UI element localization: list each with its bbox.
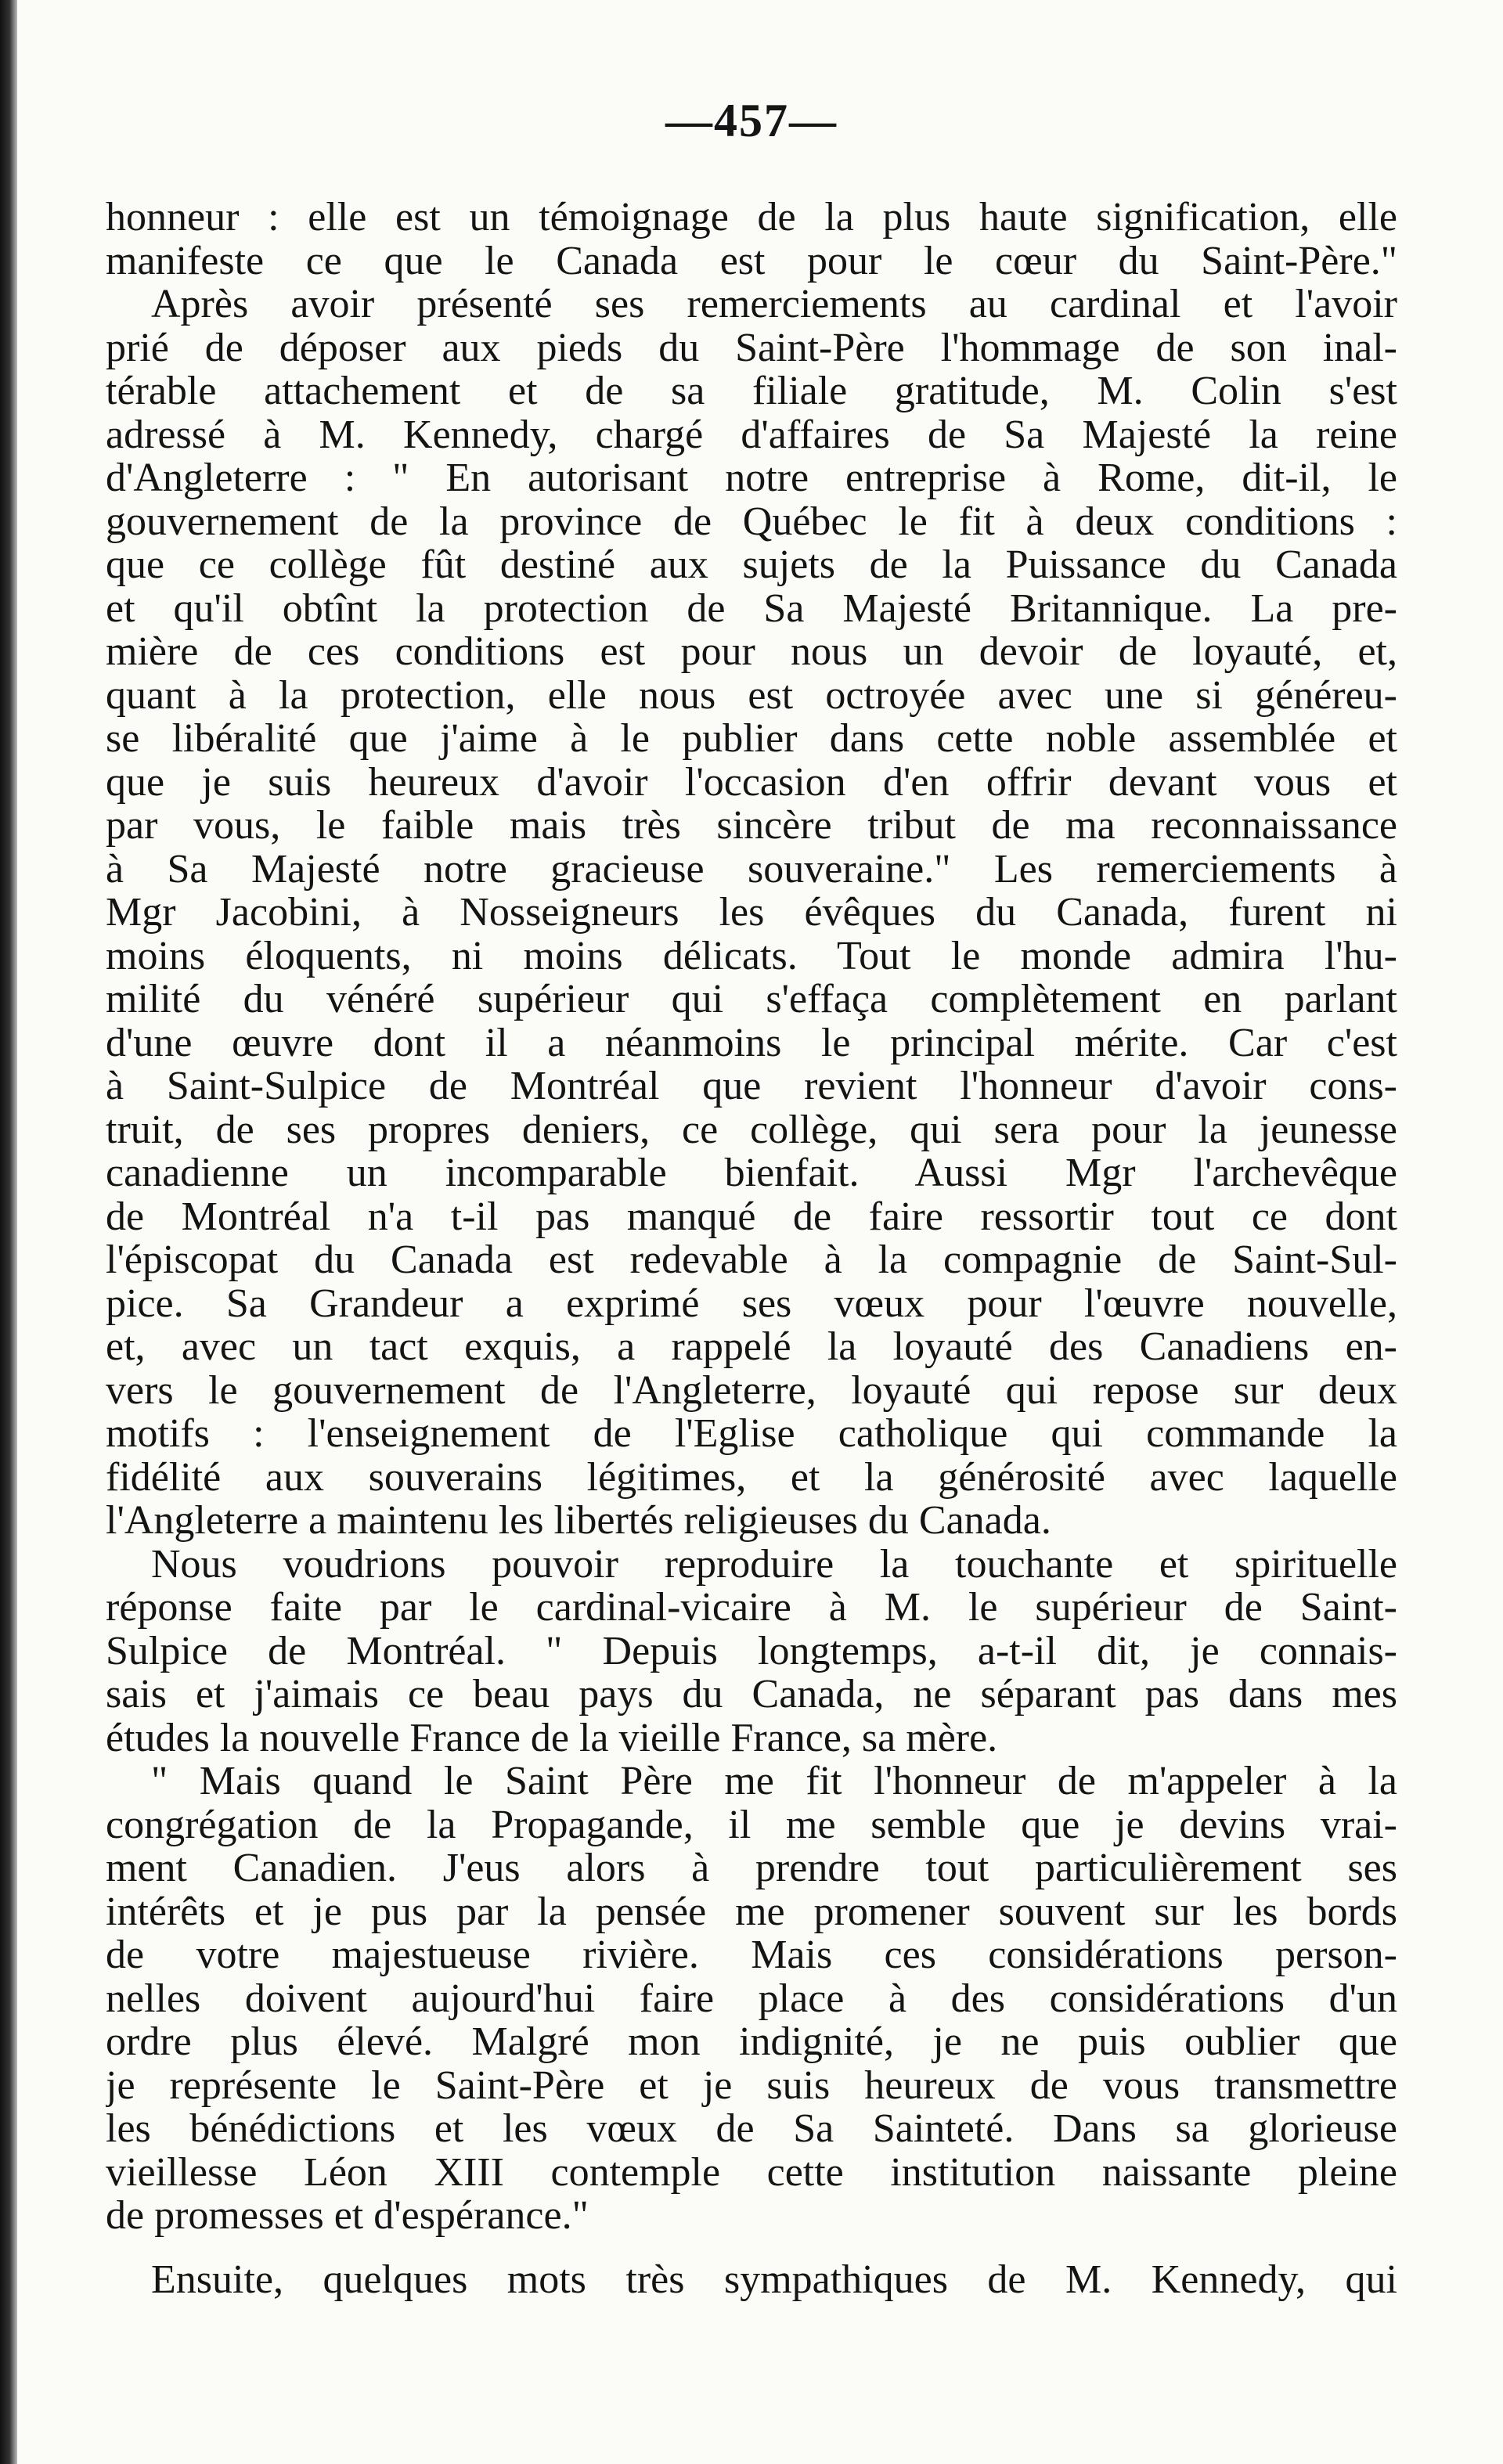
text-line: à Sa Majesté notre gracieuse souveraine." Les remerciements à (106, 847, 1397, 891)
text-line: gouvernement de la province de Québec le fit à deux conditions : (106, 499, 1397, 543)
text-line: nelles doivent aujourd'hui faire place à des considérations d'un (106, 1976, 1397, 2020)
text-line: térable attachement et de sa filiale gratitude, M. Colin s'est (106, 369, 1397, 413)
text-line: Mgr Jacobini, à Nosseigneurs les évêques du Canada, furent ni (106, 891, 1397, 935)
text-line: l'Angleterre a maintenu les libertés religieuses du Canada. (106, 1499, 1051, 1543)
text-line: de votre majestueuse rivière. Mais ces considérations person- (106, 1933, 1397, 1977)
text-line: prié de déposer aux pieds du Saint-Père l'hommage de son inal- (106, 326, 1397, 369)
text-line: Ensuite, quelques mots très sympathiques de M. Kennedy, qui (151, 2257, 1397, 2301)
text-line: congrégation de la Propagande, il me semble que je devins vrai- (106, 1803, 1397, 1846)
text-line: d'une œuvre dont il a néanmoins le principal mérite. Car c'est (106, 1021, 1397, 1064)
text-line: truit, de ses propres deniers, ce collège, qui sera pour la jeunesse (106, 1108, 1397, 1151)
text-line: manifeste ce que le Canada est pour le cœur du Saint-Père." (106, 239, 1397, 283)
text-line: vers le gouvernement de l'Angleterre, loyauté qui repose sur deux (106, 1368, 1397, 1412)
text-line: motifs : l'enseignement de l'Eglise catholique qui commande la (106, 1412, 1397, 1456)
text-line: milité du vénéré supérieur qui s'effaça complètement en parlant (106, 978, 1397, 1021)
text-line: ordre plus élevé. Malgré mon indignité, je ne puis oublier que (106, 2020, 1397, 2064)
text-line: que je suis heureux d'avoir l'occasion d'en offrir devant vous et (106, 760, 1397, 804)
text-line: mière de ces conditions est pour nous un devoir de loyauté, et, (106, 630, 1397, 674)
text-line: réponse faite par le cardinal-vicaire à M. le supérieur de Saint- (106, 1586, 1397, 1630)
text-line: je représente le Saint-Père et je suis heureux de vous transmettre (106, 2063, 1397, 2107)
page-number: —457— (665, 95, 838, 146)
text-line: à Saint-Sulpice de Montréal que revient l'honneur d'avoir cons- (106, 1064, 1397, 1108)
text-line: de promesses et d'espérance." (106, 2194, 589, 2238)
text-line: les bénédictions et les vœux de Sa Sainteté. Dans sa glorieuse (106, 2107, 1397, 2151)
text-line: pice. Sa Grandeur a exprimé ses vœux pour l'œuvre nouvelle, (106, 1281, 1397, 1325)
text-line: quant à la protection, elle nous est octroyée avec une si généreu- (106, 673, 1397, 717)
text-line: Après avoir présenté ses remerciements au cardinal et l'avoir (151, 283, 1397, 326)
text-line: adressé à M. Kennedy, chargé d'affaires de Sa Majesté la reine (106, 412, 1397, 456)
text-line: ment Canadien. J'eus alors à prendre tout particulièrement ses (106, 1846, 1397, 1890)
text-line: se libéralité que j'aime à le publier dans cette noble assemblée et (106, 717, 1397, 761)
text-line: de Montréal n'a t-il pas manqué de faire ressortir tout ce dont (106, 1194, 1397, 1238)
text-line: Sulpice de Montréal. " Depuis longtemps, a-t-il dit, je connais- (106, 1629, 1397, 1673)
text-line: intérêts et je pus par la pensée me promener souvent sur les bords (106, 1889, 1397, 1933)
text-line: Nous voudrions pouvoir reproduire la touchante et spirituelle (151, 1542, 1397, 1586)
text-line: l'épiscopat du Canada est redevable à la compagnie de Saint-Sul- (106, 1238, 1397, 1282)
text-line: études la nouvelle France de la vieille France, sa mère. (106, 1716, 998, 1760)
text-line: et, avec un tact exquis, a rappelé la loyauté des Canadiens en- (106, 1325, 1397, 1369)
text-line: sais et j'aimais ce beau pays du Canada, ne séparant pas dans mes (106, 1673, 1397, 1717)
text-line: par vous, le faible mais très sincère tribut de ma reconnaissance (106, 804, 1397, 848)
text-line: fidélité aux souverains légitimes, et la générosité avec laquelle (106, 1455, 1397, 1499)
text-line: honneur : elle est un témoignage de la plus haute signification, elle (106, 196, 1397, 240)
text-line: canadienne un incomparable bienfait. Aussi Mgr l'archevêque (106, 1151, 1397, 1195)
book-spine-shadow (0, 0, 17, 2464)
text-line: et qu'il obtînt la protection de Sa Majesté Britannique. La pre- (106, 586, 1397, 630)
text-line: d'Angleterre : " En autorisant notre entreprise à Rome, dit-il, le (106, 456, 1397, 500)
text-line: que ce collège fût destiné aux sujets de la Puissance du Canada (106, 543, 1397, 587)
body-text (106, 196, 1397, 2301)
text-line: " Mais quand le Saint Père me fit l'honneur de m'appeler à la (151, 1760, 1397, 1803)
text-line: vieillesse Léon XIII contemple cette institution naissante pleine (106, 2150, 1397, 2194)
text-line: moins éloquents, ni moins délicats. Tout le monde admira l'hu- (106, 934, 1397, 978)
